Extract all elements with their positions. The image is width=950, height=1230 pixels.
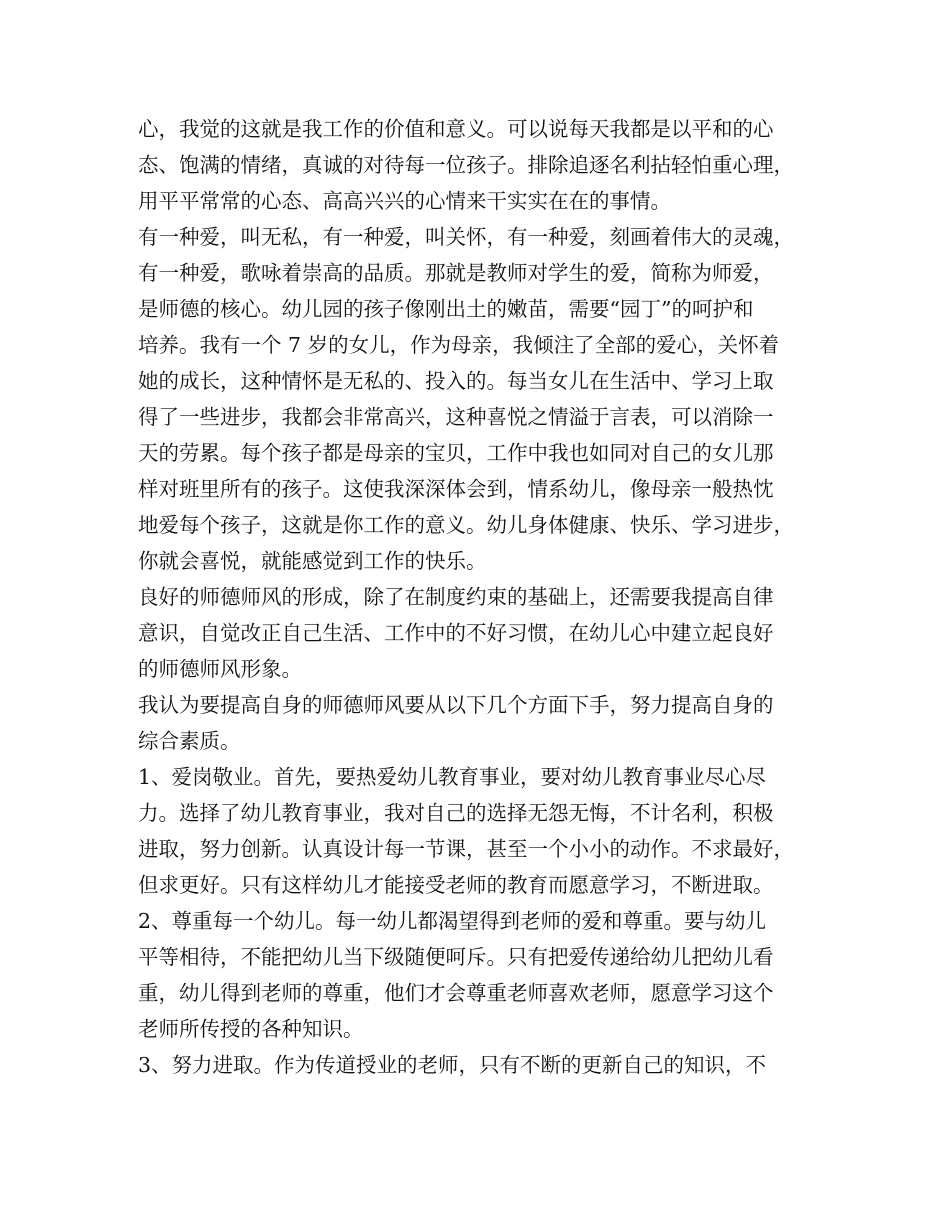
text-line: 样对班里所有的孩子。这使我深深体会到，情系幼儿，像母亲一般热忱 bbox=[138, 477, 774, 501]
text-line: 重，幼儿得到老师的尊重，他们才会尊重老师喜欢老师，愿意学习这个 bbox=[138, 981, 774, 1005]
text-line: 我认为要提高自身的师德师风要从以下几个方面下手，努力提高自身的 bbox=[138, 693, 774, 717]
text-line: 平等相待，不能把幼儿当下级随便呵斥。只有把爱传递给幼儿把幼儿看 bbox=[138, 945, 774, 969]
text-line: 心，我觉的这就是我工作的价值和意义。可以说每天我都是以平和的心 bbox=[138, 117, 774, 141]
text-line: 天的劳累。每个孩子都是母亲的宝贝，工作中我也如同对自己的女儿那 bbox=[138, 441, 774, 465]
text-line: 用平平常常的心态、高高兴兴的心情来干实实在在的事情。 bbox=[138, 189, 671, 213]
text-line: 2、尊重每一个幼儿。每一幼儿都渴望得到老师的爱和尊重。要与幼儿 bbox=[138, 909, 767, 933]
text-line: 力。选择了幼儿教育事业，我对自己的选择无怨无悔，不计名利，积极 bbox=[138, 801, 774, 825]
text-line: 老师所传授的各种知识。 bbox=[138, 1017, 364, 1041]
text-line: 的师德师风形象。 bbox=[138, 657, 302, 681]
text-line: 她的成长，这种情怀是无私的、投入的。每当女儿在生活中、学习上取 bbox=[138, 369, 774, 393]
text-line: 进取，努力创新。认真设计每一节课，甚至一个小小的动作。不求最好， bbox=[138, 837, 794, 861]
text-line: 意识，自觉改正自己生活、工作中的不好习惯，在幼儿心中建立起良好 bbox=[138, 621, 774, 645]
text-line: 是师德的核心。幼儿园的孩子像刚出土的嫩苗，需要“园丁”的呵护和 bbox=[138, 297, 754, 321]
text-line: 态、饱满的情绪，真诚的对待每一位孩子。排除追逐名利拈轻怕重心理， bbox=[138, 153, 794, 177]
text-line: 得了一些进步，我都会非常高兴，这种喜悦之情溢于言表，可以消除一 bbox=[138, 405, 774, 429]
text-line: 地爱每个孩子，这就是你工作的意义。幼儿身体健康、快乐、学习进步， bbox=[138, 513, 794, 537]
text-line: 你就会喜悦，就能感觉到工作的快乐。 bbox=[138, 549, 487, 573]
text-line: 培养。我有一个 7 岁的女儿，作为母亲，我倾注了全部的爱心，关怀着 bbox=[138, 333, 780, 357]
document-body bbox=[138, 111, 828, 1083]
text-line: 3、努力进取。作为传道授业的老师，只有不断的更新自己的知识，不 bbox=[138, 1053, 767, 1077]
text-line: 1、爱岗敬业。首先，要热爱幼儿教育事业，要对幼儿教育事业尽心尽 bbox=[138, 765, 767, 789]
text-line: 综合素质。 bbox=[138, 729, 241, 753]
text-line: 但求更好。只有这样幼儿才能接受老师的教育而愿意学习，不断进取。 bbox=[138, 873, 774, 897]
text-line: 有一种爱，叫无私，有一种爱，叫关怀，有一种爱，刻画着伟大的灵魂， bbox=[138, 225, 794, 249]
text-line: 良好的师德师风的形成，除了在制度约束的基础上，还需要我提高自律 bbox=[138, 585, 774, 609]
text-line: 有一种爱，歌咏着崇高的品质。那就是教师对学生的爱，简称为师爱， bbox=[138, 261, 774, 285]
